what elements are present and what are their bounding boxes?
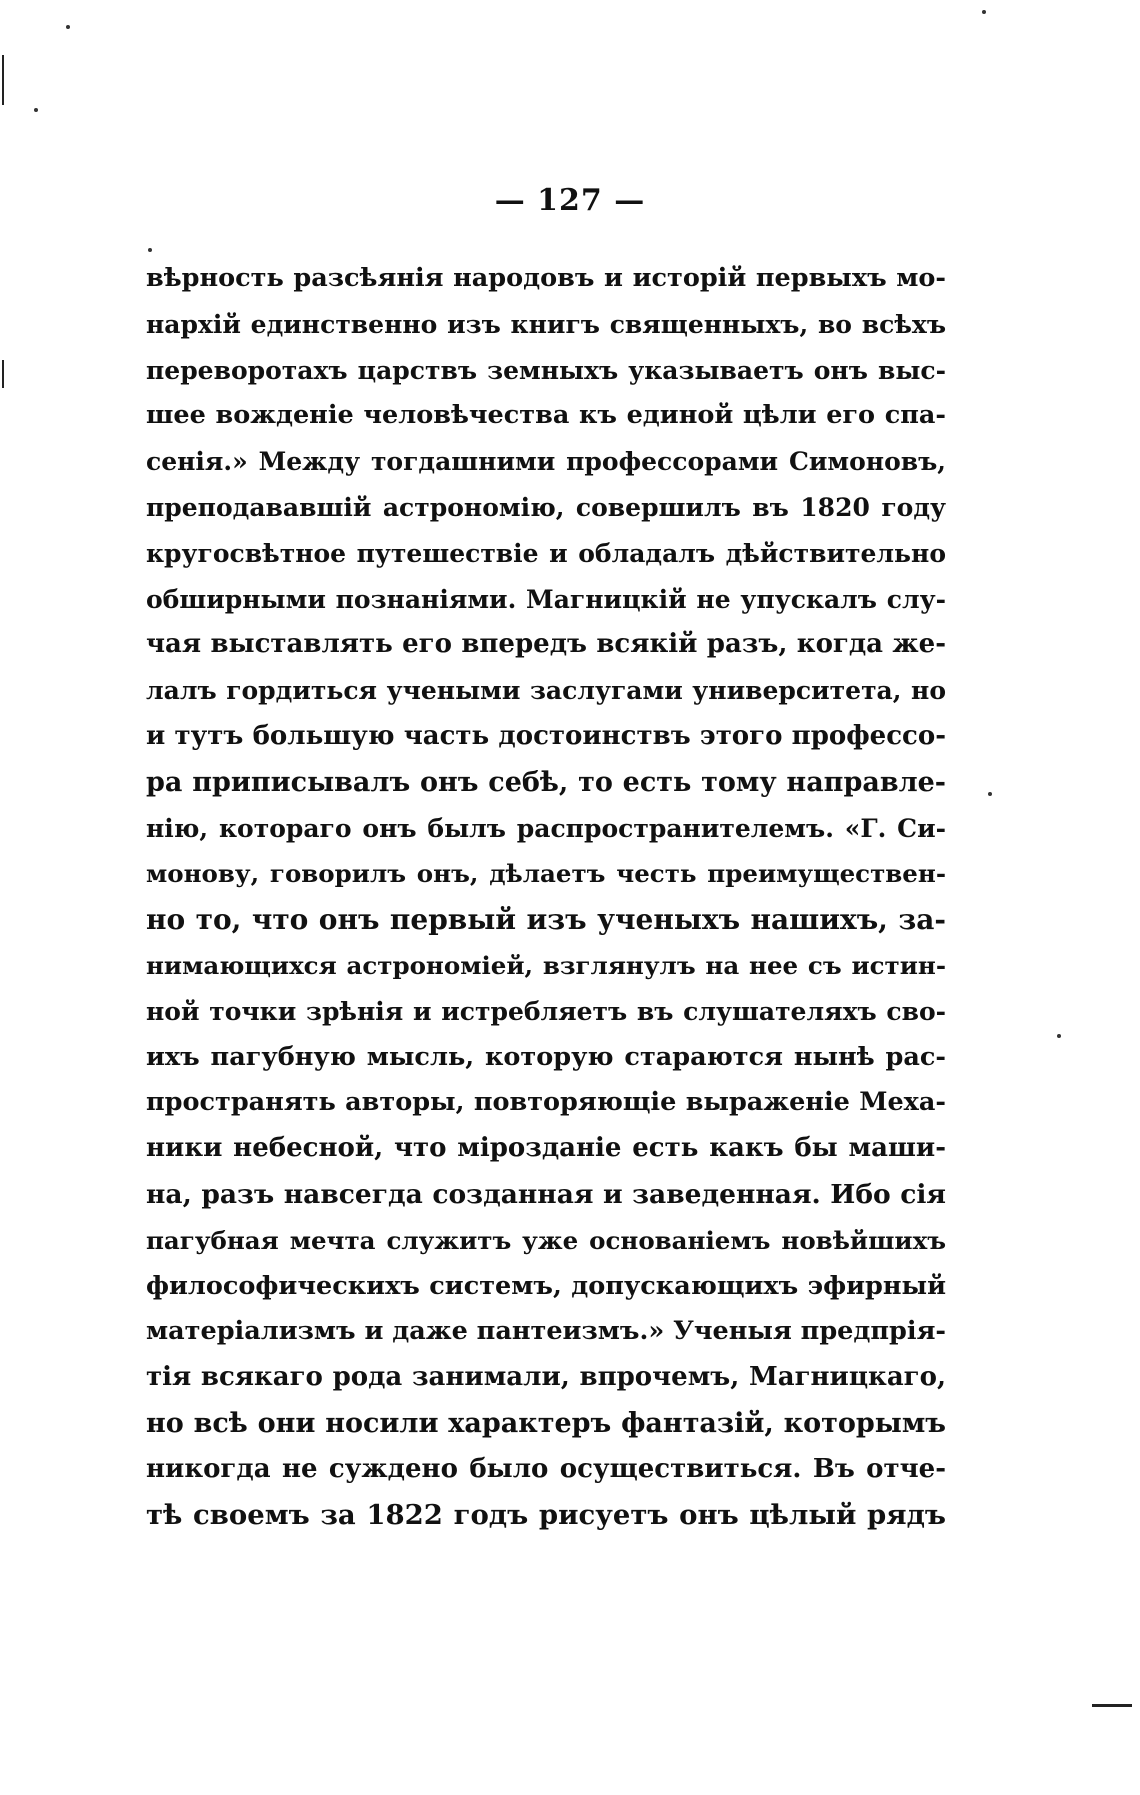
scan-edge-mark — [2, 55, 4, 105]
text-line: ники небесной, что мірозданіе есть какъ бы маши- — [146, 1133, 946, 1164]
body-text — [146, 256, 946, 1538]
text-line: обширными познаніями. Магницкій не упускалъ слу- — [146, 584, 946, 614]
text-line: тія всякаго рода занимали, впрочемъ, Магницкаго, — [146, 1362, 946, 1393]
text-line: нархій единственно изъ книгъ священныхъ, во всѣхъ — [146, 309, 946, 339]
text-line: пагубная мечта служитъ уже основаніемъ новѣйшихъ — [146, 1225, 946, 1255]
text-line: ихъ пагубную мысль, которую стараются нынѣ рас- — [146, 1041, 946, 1072]
text-line: ра приписывалъ онъ себѣ, то есть тому направле- — [146, 766, 946, 798]
scan-speck — [982, 10, 986, 14]
text-line: тѣ своемъ за 1822 годъ рисуетъ онъ цѣлый рядъ — [146, 1498, 946, 1531]
scan-speck — [34, 108, 38, 112]
text-line: и тутъ большую часть достоинствъ этого профессо- — [146, 720, 946, 751]
text-line: нію, котораго онъ былъ распространителемъ. «Г. Си- — [146, 813, 946, 843]
text-line: переворотахъ царствъ земныхъ указываетъ онъ выс- — [146, 355, 946, 385]
text-line: кругосвѣтное путешествіе и обладалъ дѣйствительно — [146, 538, 946, 568]
text-line: никогда не суждено было осуществиться. Въ отче- — [146, 1453, 946, 1484]
scan-speck — [148, 248, 152, 252]
text-line: но то, что онъ первый изъ ученыхъ нашихъ, за- — [146, 903, 946, 937]
page-number: — 127 — — [494, 183, 646, 218]
scan-speck — [988, 792, 992, 796]
text-line: нимающихся астрономіей, взглянулъ на нее съ истин- — [146, 950, 946, 980]
text-line: сенія.» Между тогдашними профессорами Симоновъ, — [146, 447, 946, 477]
text-line: матеріализмъ и даже пантеизмъ.» Ученыя предпрія- — [146, 1316, 946, 1347]
text-line: на, разъ навсегда созданная и заведенная. Ибо сія — [146, 1178, 946, 1210]
text-line: чая выставлять его впередъ всякій разъ, когда же- — [146, 629, 946, 660]
text-line: ной точки зрѣнія и истребляетъ въ слушателяхъ сво- — [146, 996, 946, 1026]
scan-edge-mark — [2, 360, 4, 388]
scan-edge-mark — [1092, 1704, 1132, 1707]
text-line: философическихъ системъ, допускающихъ эфирный — [146, 1270, 946, 1301]
text-line: вѣрность разсѣянія народовъ и исторій первыхъ мо- — [146, 263, 946, 293]
scan-speck — [66, 25, 70, 29]
text-line: лалъ гордиться учеными заслугами университета, но — [146, 676, 946, 706]
text-line: шее вожденіе человѣчества къ единой цѣли его спа- — [146, 400, 946, 431]
text-line: пространять авторы, повторяющіе выраженіе Меха- — [146, 1087, 946, 1118]
text-line: монову, говорилъ онъ, дѣлаетъ честь преимуществен- — [146, 859, 946, 889]
scan-speck — [1057, 1034, 1061, 1038]
text-line: преподававшій астрономію, совершилъ въ 1820 году — [146, 492, 946, 522]
text-line: но всѣ они носили характеръ фантазій, которымъ — [146, 1407, 946, 1439]
